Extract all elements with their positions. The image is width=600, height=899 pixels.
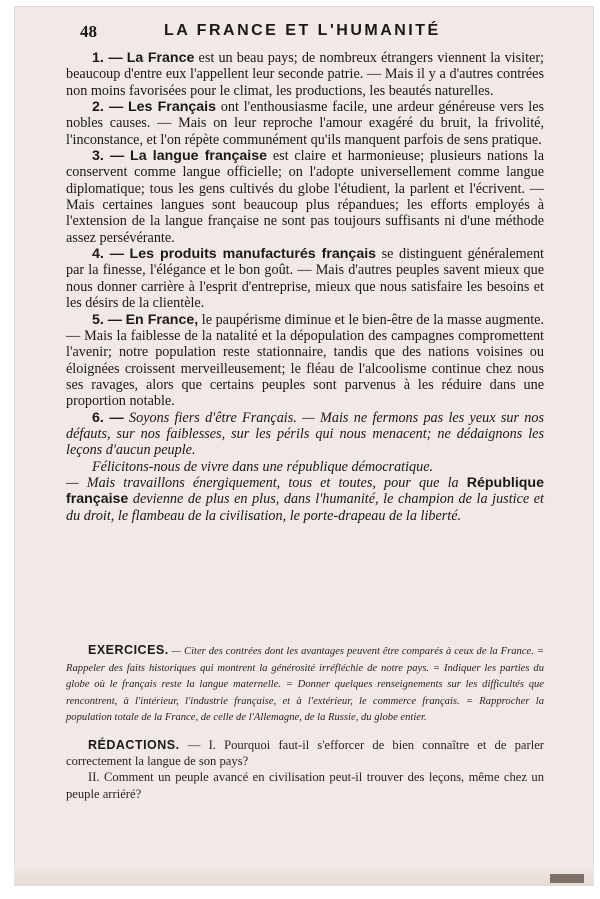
exhortation-text: Félicitons-nous de vivre dans une république démocratique. bbox=[92, 458, 434, 475]
exercices-paragraph bbox=[66, 642, 544, 727]
paragraph-number: 2. — bbox=[92, 99, 124, 116]
paragraph-6 bbox=[66, 410, 544, 459]
paragraph-number: 6. — bbox=[92, 409, 124, 426]
running-title: LA FRANCE ET L'HUMANITÉ bbox=[164, 22, 441, 39]
paragraph-3 bbox=[66, 148, 544, 246]
redactions-label: RÉDACTIONS. bbox=[88, 737, 180, 752]
page-bottom-edge bbox=[14, 868, 594, 886]
paragraph-number: 1. — bbox=[92, 50, 123, 66]
page-number: 48 bbox=[80, 22, 97, 41]
page-header bbox=[14, 22, 594, 42]
redactions-item-1: — I. Pourquoi faut-il s'efforcer de bien connaître et de parler correctement la langue de son pays? bbox=[66, 737, 544, 769]
paragraph-lead: Les Français bbox=[128, 99, 216, 116]
exercices-text: — Citer des contrées dont les avantages peuvent être comparés à ceux de la France. = Rappeler des faits historiques qui montrent la générosité irréfléchie de notre pays. = Indiquer les parties du globe où le français reste la langue maternelle. = Donner quelques renseignements sur les difficultés que rencontrent, à l'intérieur, l'industrie française, et à l'extérieur, le commerce français. = Rapprocher la population totale de la France, de celle de l'Allemagne, de la Russie, du globe entier. bbox=[66, 646, 544, 724]
paragraph-text: se distinguent généralement par la finesse, l'élégance et le bon goût. — Mais d'autres peuples savent mieux que nous donner carrière à l'esprit d'entreprise, mieux que nous satisfaire les besoins et les désirs de la clientèle. bbox=[66, 246, 544, 312]
paragraph-lead: La langue française bbox=[130, 148, 268, 165]
paragraph-number: 4. — bbox=[92, 246, 124, 263]
redactions-item-2: II. Comment un peuple avancé en civilisation peut-il trouver des leçons, même chez un peuple arriéré? bbox=[66, 770, 544, 801]
paragraph-text: est claire et harmonieuse; plusieurs nations la conservent comme langue officielle; on l'adopte universellement comme langue diplomatique; tous les gens cultivés du globe l'étudient, la parlent et l'écrivent. — Mais certaines langues sont beaucoup plus répandues; les efforts employés à l'extension de la langue française ne sont pas toujours suffisants ni d'une méthode assez persévérante. bbox=[66, 148, 545, 246]
paragraph-lead: En France, bbox=[125, 311, 199, 328]
exercices-label: EXERCICES. bbox=[88, 643, 169, 657]
exhortation-line bbox=[66, 459, 544, 475]
republique-francaise: République française bbox=[66, 474, 544, 508]
redactions-paragraph bbox=[66, 737, 544, 769]
paragraph-5 bbox=[66, 312, 544, 410]
paragraph-lead: La France bbox=[126, 50, 195, 66]
paragraph-4 bbox=[66, 246, 544, 311]
scan-mark bbox=[550, 874, 584, 883]
exhortation-text: devienne de plus en plus, dans l'humanité, le champion de la justice et du droit, le flambeau de la civilisation, le porte-drapeau de la liberté. bbox=[66, 491, 544, 524]
paragraph-text: Soyons fiers d'être Français. — Mais ne fermons pas les yeux sur nos défauts, sur nos faiblesses, sur les périls qui nous menacent; ne dédaignons les leçons d'aucun peuple. bbox=[66, 409, 544, 459]
paragraph-1 bbox=[66, 50, 544, 99]
paragraph-lead: Les produits manufacturés français bbox=[129, 246, 377, 263]
main-text bbox=[66, 50, 544, 524]
redactions-paragraph-2 bbox=[66, 769, 544, 801]
paragraph-number: 5. — bbox=[92, 311, 122, 328]
exhortation-paragraph bbox=[66, 475, 544, 524]
paragraph-number: 3. — bbox=[92, 148, 125, 165]
paragraph-2 bbox=[66, 99, 544, 148]
paragraph-text: ont l'enthousiasme facile, une ardeur généreuse vers les nobles causes. — Mais on leur reproche l'amour exagéré du bruit, la frivolité, l'inconstance, et l'on répète communément qu'ils manquent parfois de sens pratique. bbox=[66, 99, 545, 148]
paragraph-text: est un beau pays; de nombreux étrangers viennent la visiter; beaucoup d'entre eux l'appellent leur seconde patrie. — Mais il y a d'autres contrées non moins favorisées pour le climat, les productions, les beautés naturelles. bbox=[66, 50, 544, 99]
paragraph-text: le paupérisme diminue et le bien-être de la masse augmente. — Mais la faiblesse de la natalité et la dépopulation des campagnes compromettent l'avenir; notre population reste stationnaire, tandis que des nations voisines ou éloignées croissent merveilleusement; le fléau de l'alcoolisme continue chez nous ses ravages, alors que certains peuples sont parvenus à les réduire dans une proportion notable. bbox=[66, 311, 544, 410]
exercises-section bbox=[66, 642, 544, 802]
exhortation-text: — Mais travaillons énergiquement, tous et toutes, pour que la bbox=[66, 474, 467, 491]
